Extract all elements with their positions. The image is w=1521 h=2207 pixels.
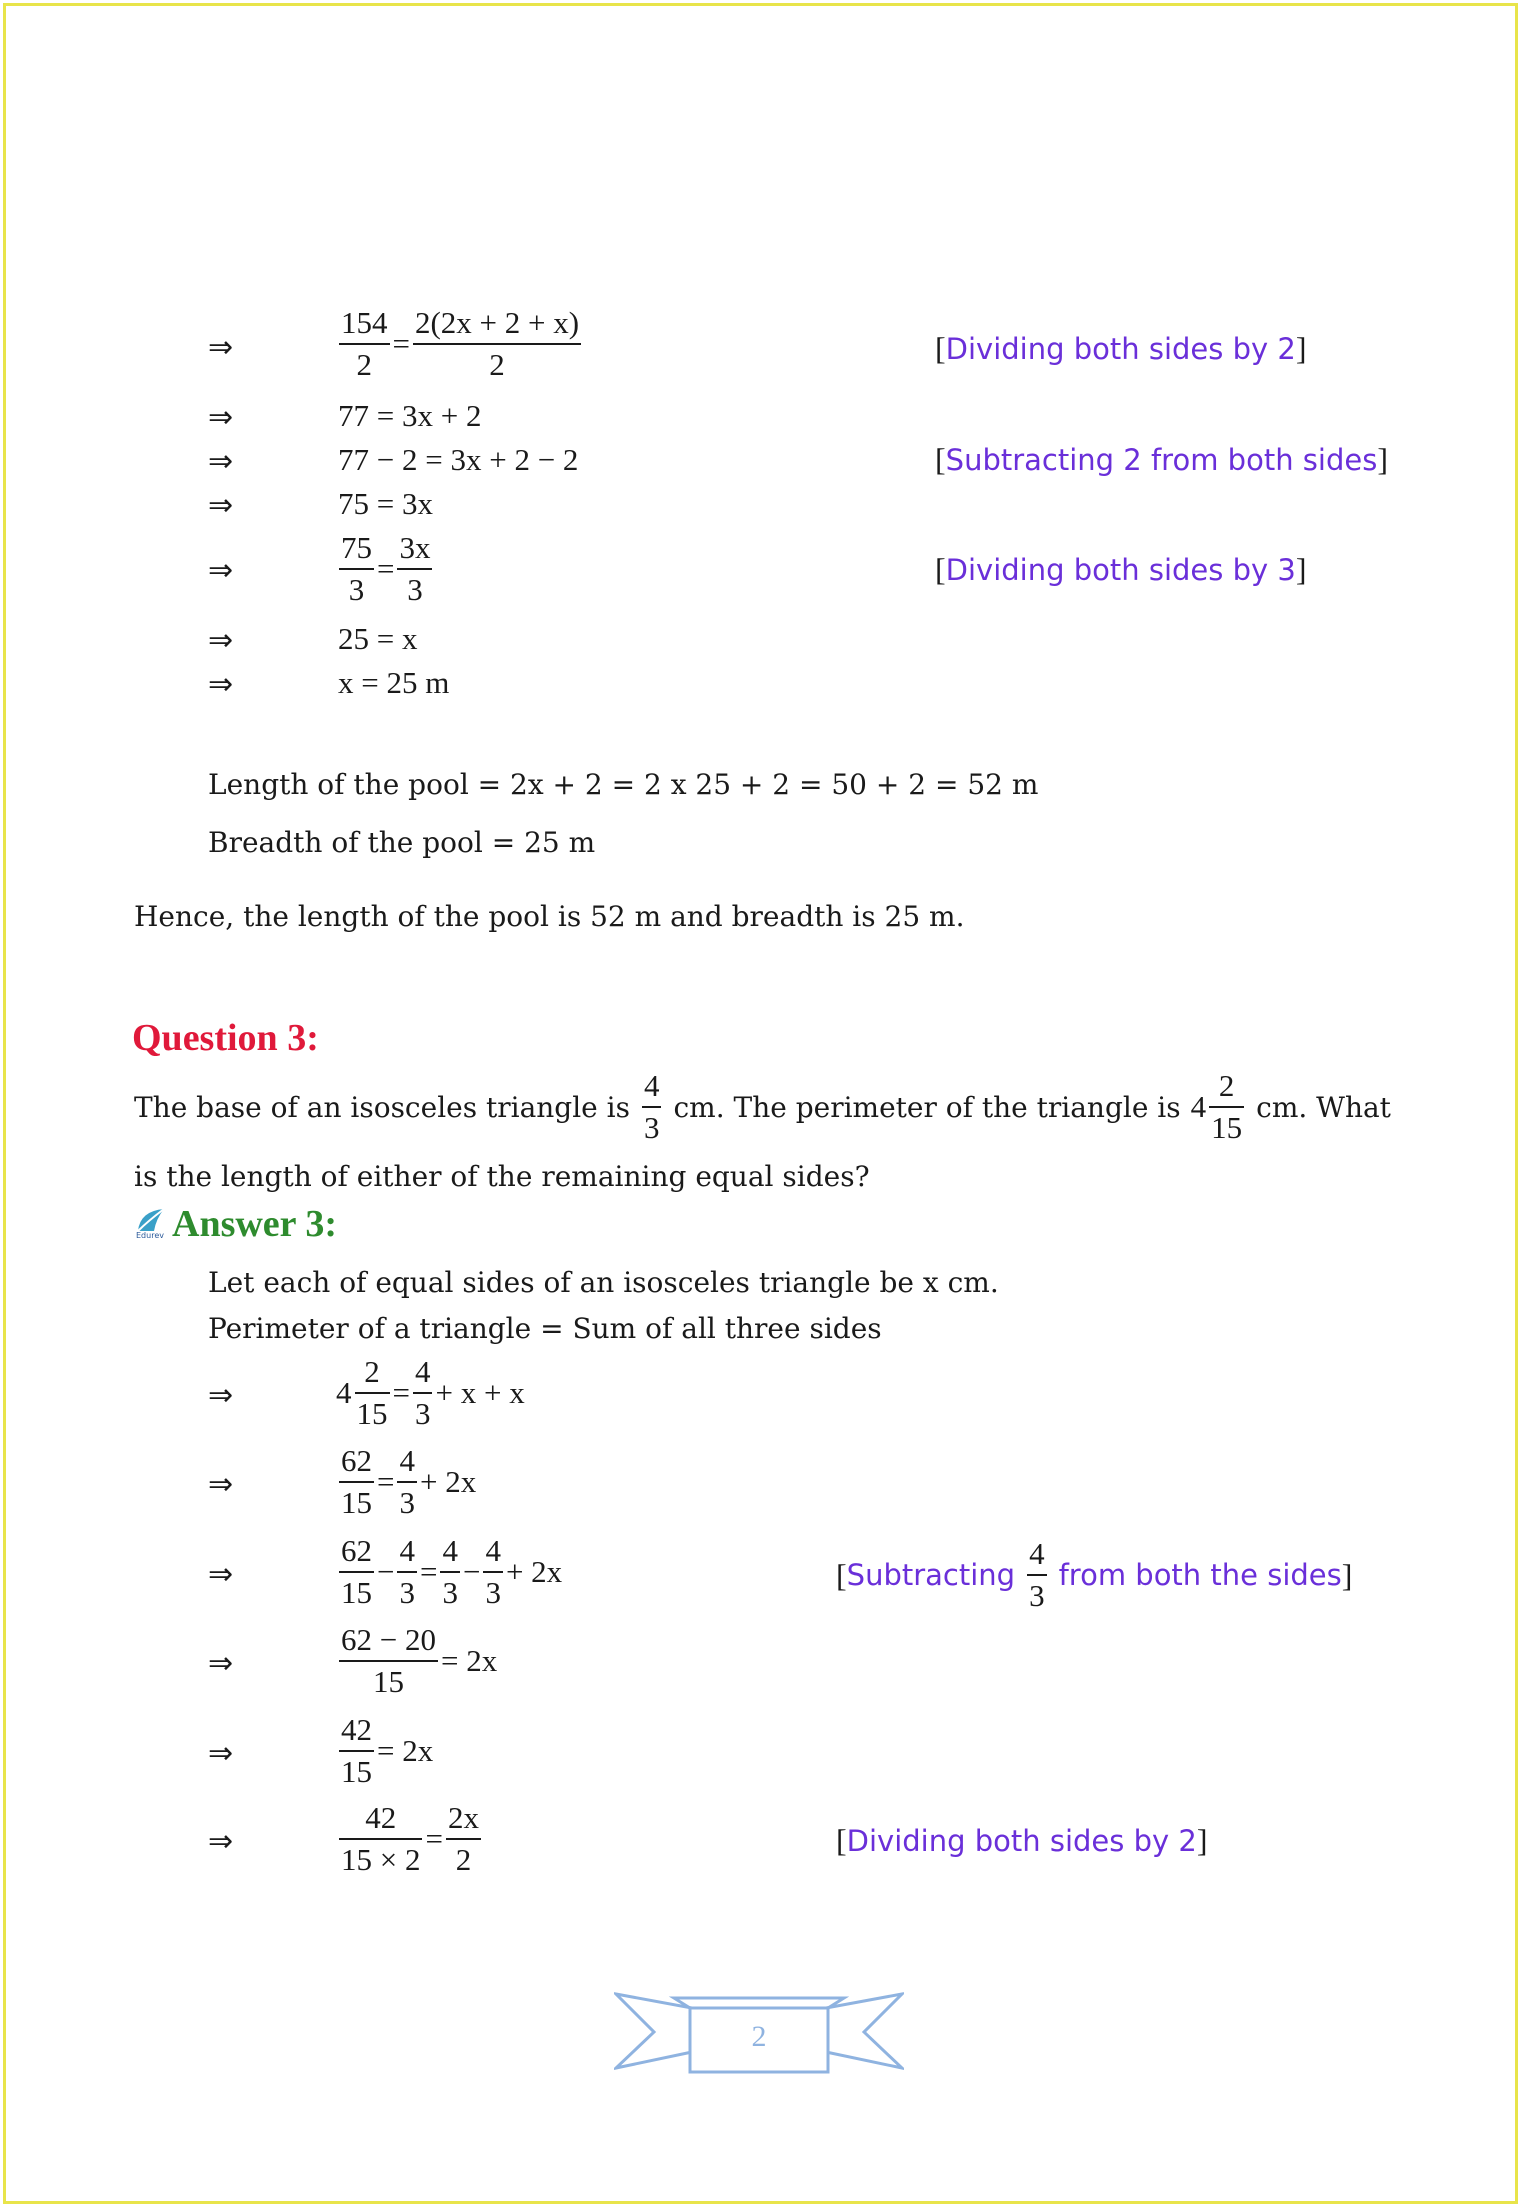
equation-step-6: 25 = x <box>338 621 418 656</box>
implies-arrow: ⇒ <box>208 667 234 702</box>
conclusion-line: Hence, the length of the pool is 52 m and breadth is 25 m. <box>134 900 965 933</box>
implies-arrow: ⇒ <box>208 444 234 479</box>
implies-arrow: ⇒ <box>208 1646 234 1681</box>
answer-line-1: Let each of equal sides of an isosceles triangle be x cm. <box>208 1266 999 1299</box>
step-note: [Dividing both sides by 3] <box>935 551 1307 587</box>
equation-step-7: x = 25 m <box>338 665 450 700</box>
equation-step-10: $\frac{62}{15}$ − $\frac{4}{3}$ = $\frac{4}{3}$ − $\frac{4}{3}$ + 2x <box>341 1533 563 1610</box>
step-note: [Dividing both sides by 2] <box>935 330 1307 366</box>
answer-heading: Answer 3: <box>172 1203 338 1245</box>
breadth-line: Breadth of the pool = 25 m <box>208 826 596 859</box>
implies-arrow: ⇒ <box>208 623 234 658</box>
answer-line-2: Perimeter of a triangle = Sum of all three sides <box>208 1312 882 1345</box>
equation-step-1: $\frac{154}{2}$ = $\frac{2(2x + 2 + x)}{2}$ <box>341 305 580 382</box>
page-number-ribbon <box>614 1990 904 2076</box>
equation-step-13: $\frac{42}{15 \times 2}$ = $\frac{2x}{2}$ <box>341 1800 479 1877</box>
page-number: 2 <box>751 2020 767 2053</box>
equation-step-12: $\frac{42}{15}$ = 2x <box>341 1712 434 1789</box>
equation-step-8: 4 $\frac{2}{15}$ = $\frac{4}{3}$ + x + x <box>336 1354 525 1431</box>
step-note: [Dividing both sides by 2] <box>836 1822 1208 1858</box>
implies-arrow: ⇒ <box>208 1736 234 1771</box>
svg-text:Edurev: Edurev <box>136 1231 164 1239</box>
equation-step-11: $\frac{62 - 20}{15}$ = 2x <box>341 1622 498 1699</box>
equation-step-3: 77 − 2 = 3x + 2 − 2 <box>338 442 579 477</box>
implies-arrow: ⇒ <box>208 553 234 588</box>
implies-arrow: ⇒ <box>208 1557 234 1592</box>
implies-arrow: ⇒ <box>208 1824 234 1859</box>
question-text: The base of an isosceles triangle is $\frac{4}{3}$ cm. The perimeter of the triangle is 4 $\frac{2}{15}$ cm. What <box>134 1068 1391 1145</box>
implies-arrow: ⇒ <box>208 400 234 435</box>
step-note: [Subtracting 2 from both sides] <box>935 441 1388 477</box>
step-note: [ Subtracting $\frac{4}{3}$ from both the sides ] <box>836 1536 1353 1613</box>
implies-arrow: ⇒ <box>208 330 234 365</box>
equation-step-4: 75 = 3x <box>338 486 433 521</box>
edurev-logo <box>134 1205 168 1239</box>
implies-arrow: ⇒ <box>208 1378 234 1413</box>
equation-step-9: $\frac{62}{15}$ = $\frac{4}{3}$ + 2x <box>341 1443 477 1520</box>
equation-step-2: 77 = 3x + 2 <box>338 398 482 433</box>
equation-step-5: $\frac{75}{3}$ = $\frac{3x}{3}$ <box>341 530 431 607</box>
question-text-continued: is the length of either of the remaining equal sides? <box>134 1160 870 1193</box>
length-line: Length of the pool = 2x + 2 = 2 x 25 + 2 = 50 + 2 = 52 m <box>208 768 1039 801</box>
implies-arrow: ⇒ <box>208 1467 234 1502</box>
implies-arrow: ⇒ <box>208 488 234 523</box>
question-heading: Question 3: <box>132 1017 319 1059</box>
